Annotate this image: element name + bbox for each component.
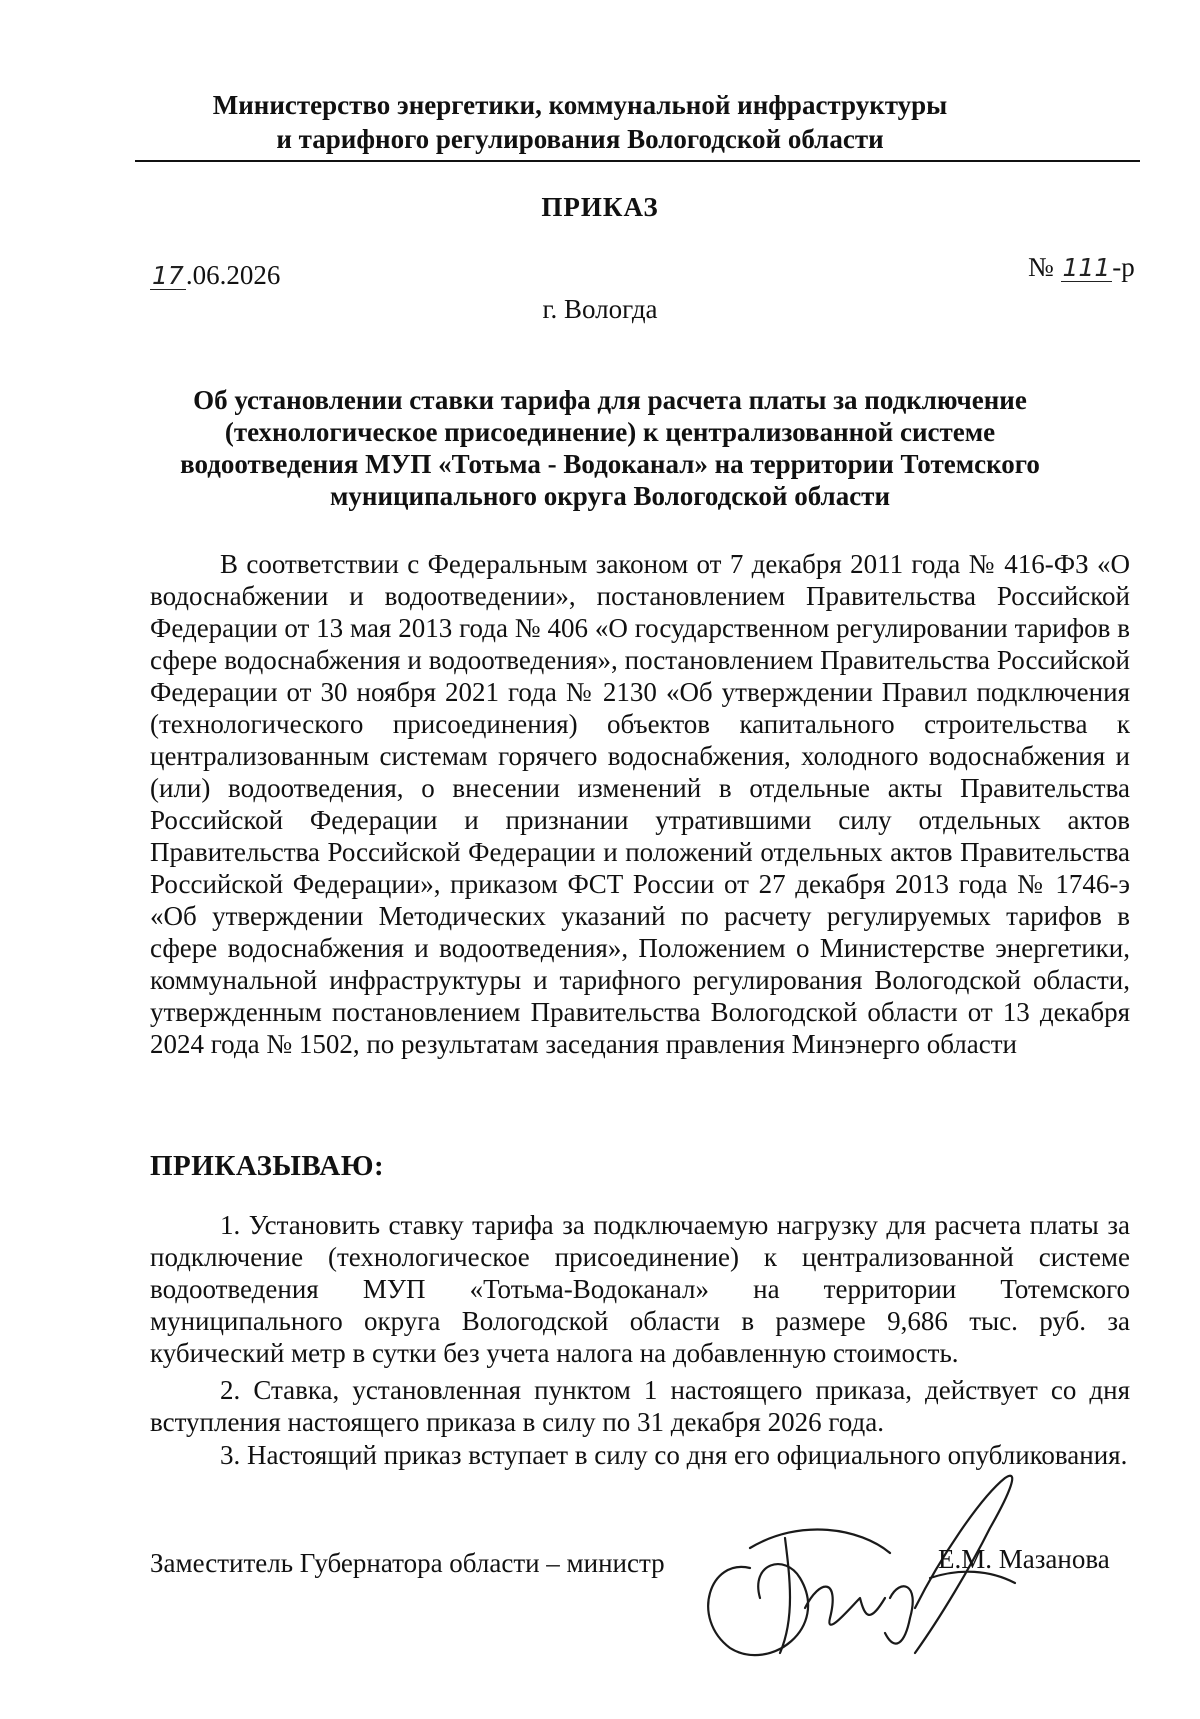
document-city: г. Вологда xyxy=(542,294,658,324)
date-month-year: .06.2026 xyxy=(185,260,281,290)
number-suffix: -р xyxy=(1112,252,1135,282)
number-prefix: № xyxy=(1028,252,1061,282)
order-item-2: 2. Ставка, установленная пунктом 1 настоящего приказа, действует со дня вступления настоящего приказа в силу по 31 декабря 2026 года. xyxy=(150,1375,1130,1437)
signatory-name: Е.М. Мазанова xyxy=(938,1544,1110,1574)
handwritten-number: 111 xyxy=(1062,253,1111,282)
header-divider xyxy=(135,160,1140,162)
document-title: ПРИКАЗ xyxy=(541,192,659,222)
document-date xyxy=(150,260,280,291)
document-subject: Об установлении ставки тарифа для расчета платы за подключение (технологическое присоединение) к централизованной системе водоотведения МУП «Тотьма - Водоканал» на территории Тотемского муниципального округа Вологодской области xyxy=(180,385,1040,511)
ministry-name-line2: и тарифного регулирования Вологодской области xyxy=(276,124,884,154)
order-item-1: 1. Установить ставку тарифа за подключаемую нагрузку для расчета платы за подключение (технологическое присоединение) к централизованной системе водоотведения МУП «Тотьма-Водоканал» на территории Тотемского муниципального округа Вологодской области в размере 9,686 тыс. руб. за кубический метр в сутки без учета налога на добавленную стоимость. xyxy=(150,1210,1130,1368)
ministry-name-line1: Министерство энергетики, коммунальной инфраструктуры xyxy=(212,90,948,120)
handwritten-day: 17 xyxy=(152,261,184,290)
signatory-position: Заместитель Губернатора области – министр xyxy=(150,1548,665,1578)
order-word: ПРИКАЗЫВАЮ: xyxy=(150,1150,385,1182)
order-item-3: 3. Настоящий приказ вступает в силу со дня его официального опубликования. xyxy=(220,1440,1128,1470)
preamble-paragraph: В соответствии с Федеральным законом от 7 декабря 2011 года № 416-ФЗ «О водоснабжении и водоотведении», постановлением Правительства Российской Федерации от 13 мая 2013 года № 406 «О государственном регулировании тарифов в сфере водоснабжения и водоотведения», постановлением Правительства Российской Федерации от 30 ноября 2021 года № 2130 «Об утверждении Правил подключения (технологического присоединения) объектов капитального строительства к централизованным системам горячего водоснабжения, холодного водоснабжения и (или) водоотведения, о внесении изменений в отдельные акты Правительства Российской Федерации и признании утратившими силу отдельных актов Правительства Российской Федерации и положений отдельных актов Правительства Российской Федерации», приказом ФСТ России от 27 декабря 2013 года № 1746-э «Об утверждении Методических указаний по расчету регулируемых тарифов в сфере водоснабжения и водоотведения», Положением о Министерстве энергетики, коммунальной инфраструктуры и тарифного регулирования Вологодской области, утвержденным постановлением Правительства Вологодской области от 13 декабря 2024 года № 1502, по результатам заседания правления Минэнерго области xyxy=(150,549,1130,1059)
document-number xyxy=(1028,252,1135,283)
